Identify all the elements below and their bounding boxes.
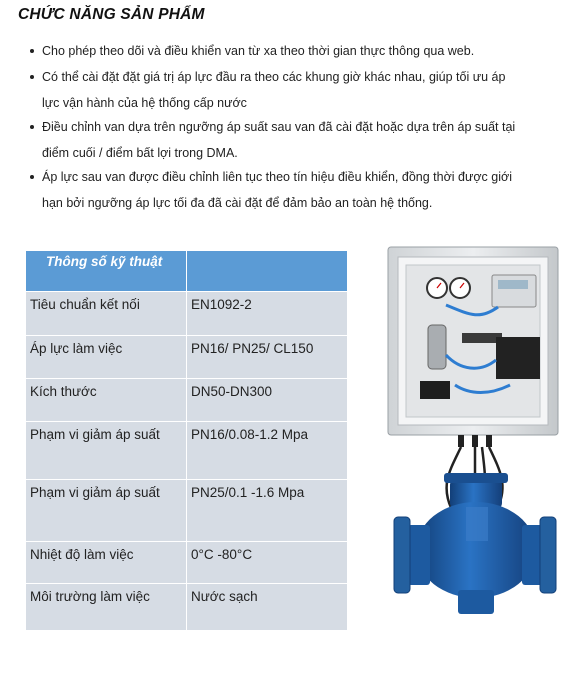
table-row xyxy=(26,584,348,631)
feature-item xyxy=(20,114,550,164)
spec-label: Kích thước xyxy=(26,379,187,422)
spec-value: EN1092-2 xyxy=(187,292,348,336)
control-valve-cabinet-icon xyxy=(380,245,568,645)
feature-text: Có thể cài đặt đặt giá trị áp lực đầu ra theo các khung giờ khác nhau, giúp tối ưu áp xyxy=(42,70,506,84)
table-row xyxy=(26,336,348,379)
feature-text: Điều chỉnh van dựa trên ngưỡng áp suất sau van đã cài đặt hoặc dựa trên áp suất tại xyxy=(42,120,516,134)
bullet-icon xyxy=(30,75,34,79)
feature-text: hạn bởi ngưỡng áp lực tối đa đã cài đặt để đảm bảo an toàn hệ thống. xyxy=(42,196,433,210)
spec-table-header xyxy=(26,251,348,292)
spec-value: Nước sạch xyxy=(187,584,348,631)
spec-value: PN25/0.1 -1.6 Mpa xyxy=(187,480,348,542)
section-title: CHỨC NĂNG SẢN PHẨM xyxy=(18,6,205,23)
spec-value: PN16/ PN25/ CL150 xyxy=(187,336,348,379)
bullet-icon xyxy=(30,125,34,129)
spec-value: 0°C -80°C xyxy=(187,542,348,584)
spec-label: Tiêu chuẩn kết nối xyxy=(26,292,187,336)
spec-label: Môi trường làm việc xyxy=(26,584,187,631)
spec-value: PN16/0.08-1.2 Mpa xyxy=(187,422,348,480)
spec-header-cell: Thông số kỹ thuật xyxy=(26,251,187,292)
table-row xyxy=(26,542,348,584)
spec-label: Phạm vi giảm áp suất xyxy=(26,422,187,480)
feature-item xyxy=(20,38,550,64)
table-row xyxy=(26,292,348,336)
bullet-icon xyxy=(30,49,34,53)
feature-item xyxy=(20,64,550,114)
feature-list xyxy=(20,38,550,214)
table-row xyxy=(26,480,348,542)
spec-value: DN50-DN300 xyxy=(187,379,348,422)
feature-text: Cho phép theo dõi và điều khiển van từ xa theo thời gian thực thông qua web. xyxy=(42,44,475,58)
spec-table xyxy=(25,250,348,631)
spec-header-cell xyxy=(187,251,348,292)
spec-label: Phạm vi giảm áp suất xyxy=(26,480,187,542)
feature-text: Áp lực sau van được điều chỉnh liên tục theo tín hiệu điều khiển, đồng thời được giới xyxy=(42,170,512,184)
product-image xyxy=(380,245,568,645)
table-row xyxy=(26,379,348,422)
feature-text: điểm cuối / điểm bất lợi trong DMA. xyxy=(42,146,238,160)
table-row xyxy=(26,422,348,480)
bullet-icon xyxy=(30,175,34,179)
spec-label: Áp lực làm việc xyxy=(26,336,187,379)
feature-text: lực vận hành của hệ thống cấp nước xyxy=(42,96,247,110)
feature-item xyxy=(20,164,550,214)
spec-label: Nhiệt độ làm việc xyxy=(26,542,187,584)
